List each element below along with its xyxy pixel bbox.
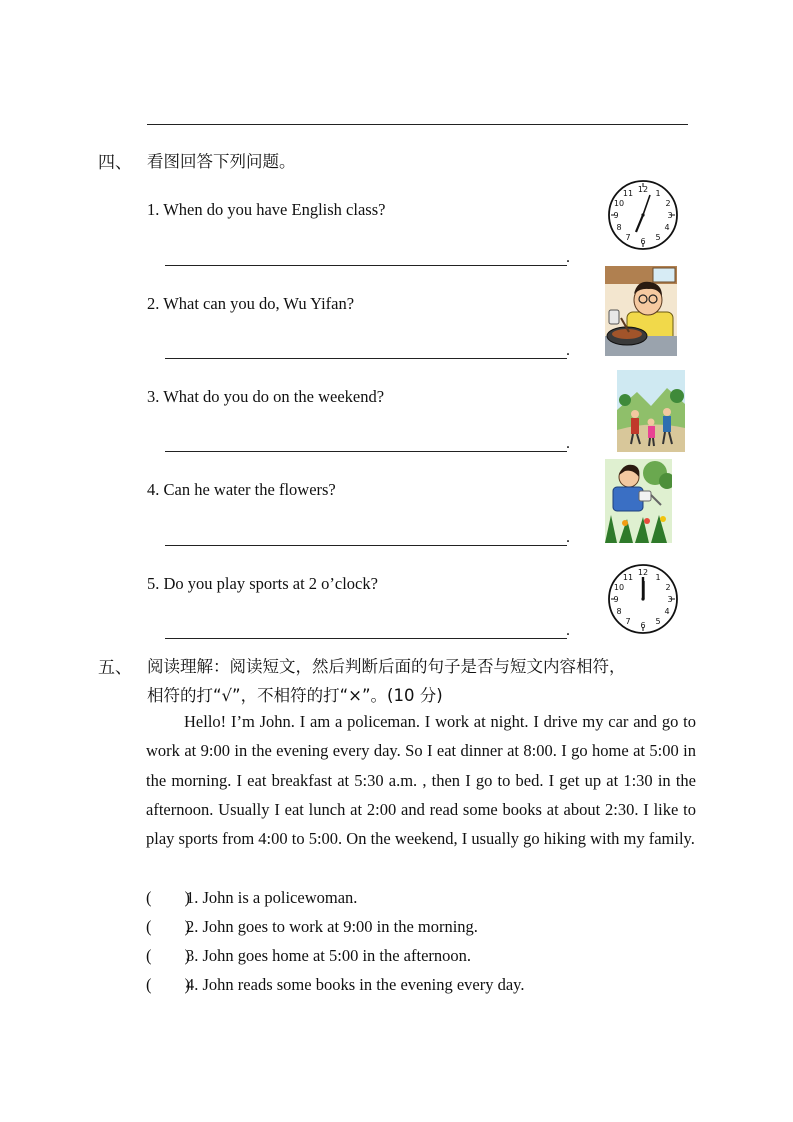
svg-text:10: 10 bbox=[613, 583, 625, 592]
svg-text:5: 5 bbox=[655, 233, 661, 242]
svg-text:11: 11 bbox=[622, 573, 634, 582]
judgment-answer-box-2[interactable]: ( ) bbox=[146, 917, 190, 936]
svg-text:5: 5 bbox=[655, 617, 661, 626]
judgment-answer-box-3[interactable]: ( ) bbox=[146, 946, 190, 965]
reading-passage bbox=[146, 707, 696, 853]
passage-text: Hello! I’m John. I am a policeman. I work at night. I drive my car and go to work at 9:00 in the evening every day. So I eat dinner at 8:00. I go home at 5:00 in the morning. I eat breakfast at 5:30 a.m. , then I go to bed. I get up at 1:30 in the afternoon. Usually I eat lunch at 2:00 and read some books at about 2:30. I like to play sports from 4:00 to 5:00. On the weekend, I usually go hiking with my family. bbox=[146, 712, 696, 849]
svg-text:6: 6 bbox=[640, 237, 646, 246]
boy-cooking-icon bbox=[605, 266, 677, 356]
judgment-row-4 bbox=[146, 975, 524, 995]
question-4: 4. Can he water the flowers? bbox=[147, 480, 336, 499]
svg-text:11: 11 bbox=[622, 189, 634, 198]
answer-line-5[interactable] bbox=[165, 638, 567, 639]
question-5: 5. Do you play sports at 2 o’clock? bbox=[147, 574, 378, 593]
section-5-title-line-2: 相符的打“√”，不相符的打“×”。(10 分) bbox=[147, 686, 443, 705]
clock-icon bbox=[605, 178, 681, 252]
answer-5-period: . bbox=[566, 622, 570, 639]
answer-2-period: . bbox=[566, 342, 570, 359]
svg-text:3: 3 bbox=[667, 595, 673, 604]
svg-text:12: 12 bbox=[637, 568, 649, 577]
clock-icon bbox=[605, 562, 681, 636]
svg-text:9: 9 bbox=[613, 595, 619, 604]
svg-text:4: 4 bbox=[664, 607, 670, 616]
section-5-number: 五、 bbox=[98, 658, 132, 678]
judgment-row-3 bbox=[146, 946, 471, 966]
svg-text:6: 6 bbox=[640, 621, 646, 630]
judgment-row-1 bbox=[146, 888, 357, 908]
judgment-answer-box-1[interactable]: ( ) bbox=[146, 888, 190, 907]
judgment-answer-box-4[interactable]: ( ) bbox=[146, 975, 190, 994]
section-4-title: 看图回答下列问题。 bbox=[147, 152, 296, 171]
svg-text:12: 12 bbox=[637, 185, 649, 194]
top-answer-line bbox=[147, 124, 688, 125]
svg-text:9: 9 bbox=[613, 211, 619, 220]
judgment-text-3: 3. John goes home at 5:00 in the afternoon. bbox=[186, 946, 472, 965]
svg-text:3: 3 bbox=[667, 211, 673, 220]
svg-text:8: 8 bbox=[616, 223, 622, 232]
family-hiking-icon bbox=[617, 370, 685, 452]
answer-4-period: . bbox=[566, 529, 570, 546]
svg-text:4: 4 bbox=[664, 223, 670, 232]
answer-line-3[interactable] bbox=[165, 451, 567, 452]
section-4-number: 四、 bbox=[98, 153, 132, 173]
question-2: 2. What can you do, Wu Yifan? bbox=[147, 294, 355, 313]
svg-text:1: 1 bbox=[655, 189, 661, 198]
answer-line-1[interactable] bbox=[165, 265, 567, 266]
answer-line-2[interactable] bbox=[165, 358, 567, 359]
svg-text:8: 8 bbox=[616, 607, 622, 616]
svg-text:2: 2 bbox=[665, 199, 671, 208]
answer-3-period: . bbox=[566, 435, 570, 452]
question-1: 1. When do you have English class? bbox=[147, 200, 386, 219]
section-5-title-line-1: 阅读理解：阅读短文，然后判断后面的句子是否与短文内容相符， bbox=[147, 657, 626, 676]
svg-text:7: 7 bbox=[625, 233, 631, 242]
question-3: 3. What do you do on the weekend? bbox=[147, 387, 385, 406]
answer-line-4[interactable] bbox=[165, 545, 567, 546]
svg-text:2: 2 bbox=[665, 583, 671, 592]
judgment-text-4: 4. John reads some books in the evening every day. bbox=[186, 975, 525, 994]
judgment-row-2 bbox=[146, 917, 478, 937]
judgment-text-1: 1. John is a policewoman. bbox=[186, 888, 358, 907]
svg-text:1: 1 bbox=[655, 573, 661, 582]
answer-1-period: . bbox=[566, 249, 570, 266]
judgment-text-2: 2. John goes to work at 9:00 in the morning. bbox=[186, 917, 478, 936]
svg-text:7: 7 bbox=[625, 617, 631, 626]
boy-watering-flowers-icon bbox=[605, 459, 672, 543]
svg-text:10: 10 bbox=[613, 199, 625, 208]
